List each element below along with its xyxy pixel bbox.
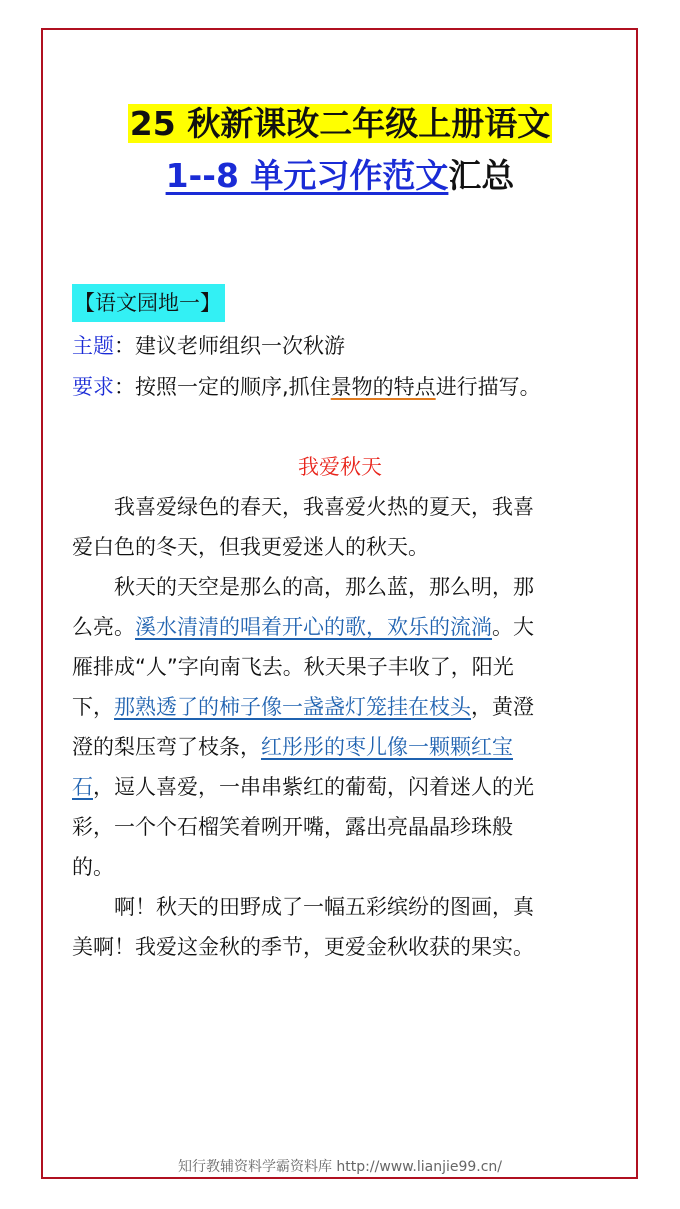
text-run: ，逗人喜爱，一串串紫红的葡萄，闪着迷人的光: [93, 775, 534, 799]
requirement-line: [72, 368, 541, 406]
theme-text: 建议老师组织一次秋游: [135, 334, 345, 358]
paragraph-line: [72, 767, 612, 807]
text-run: 。大: [492, 615, 534, 639]
paragraph-line: 的。: [72, 855, 114, 879]
requirement-text-after: 进行描写。: [435, 375, 541, 399]
paragraph-line: 秋天的天空是那么的高，那么蓝，那么明，那: [72, 575, 534, 599]
paragraph-line: 爱白色的冬天，但我更爱迷人的秋天。: [72, 535, 429, 559]
theme-label: 主题: [72, 334, 114, 358]
theme-line: [72, 327, 345, 365]
text-run: 下，: [72, 695, 114, 719]
essay-paragraph-2: [72, 567, 612, 887]
essay-paragraph-1: [72, 487, 612, 567]
highlighted-sentence: 石: [72, 775, 93, 799]
page-title-line2: [0, 152, 680, 200]
paragraph-line: [72, 607, 612, 647]
paragraph-line: [72, 727, 612, 767]
title-black-part: 汇总: [448, 156, 515, 195]
theme-sep: ：: [114, 334, 135, 358]
requirement-text-before: 按照一定的顺序,抓住: [135, 375, 331, 399]
paragraph-line: [72, 687, 612, 727]
title-highlight: 25 秋新课改二年级上册语文: [129, 104, 551, 143]
title-blue-part: 1--8 单元习作范文: [165, 156, 449, 195]
paragraph-line: 我喜爱绿色的春天，我喜爱火热的夏天，我喜: [72, 495, 534, 519]
section-tag: 【语文园地一】: [72, 284, 225, 322]
page-title-line1: [0, 100, 680, 148]
essay-paragraph-3: [72, 887, 612, 967]
requirement-label: 要求: [72, 375, 114, 399]
text-run: 澄的梨压弯了枝条，: [72, 735, 261, 759]
text-run: ，黄澄: [471, 695, 534, 719]
requirement-underlined: 景物的特点: [330, 375, 436, 399]
highlighted-sentence: 那熟透了的柿子像一盏盏灯笼挂在枝头: [114, 695, 471, 719]
footer-watermark: 知行教辅资料学霸资料库 http://www.lianjie99.cn/: [177, 1159, 503, 1175]
paragraph-line: 雁排成“人”字向南飞去。秋天果子丰收了，阳光: [72, 655, 514, 679]
highlighted-sentence: 红彤彤的枣儿像一颗颗红宝: [261, 735, 513, 759]
paragraph-line: 美啊！我爱这金秋的季节，更爱金秋收获的果实。: [72, 935, 534, 959]
essay-title: 我爱秋天: [298, 455, 382, 479]
requirement-sep: ：: [114, 375, 135, 399]
highlighted-sentence: 溪水清清的唱着开心的歌，欢乐的流淌: [135, 615, 492, 639]
paragraph-line: 彩，一个个石榴笑着咧开嘴，露出亮晶晶珍珠般: [72, 815, 513, 839]
text-run: 么亮。: [72, 615, 135, 639]
paragraph-line: 啊！秋天的田野成了一幅五彩缤纷的图画，真: [72, 895, 534, 919]
